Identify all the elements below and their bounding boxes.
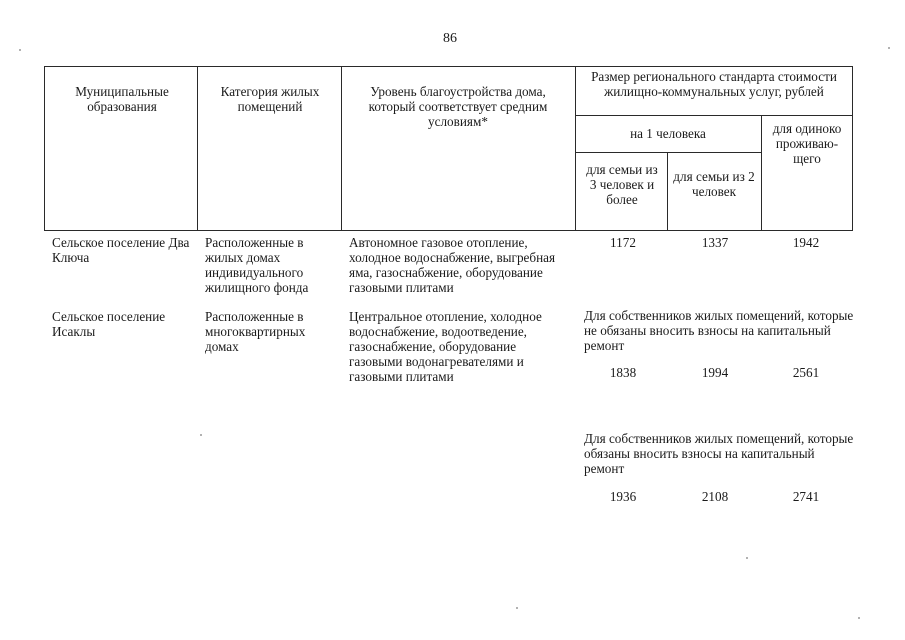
row-level: Автономное газовое отопление, холодное водоснабжение, выгребная яма, газоснабжение, оборудование газовыми плитами bbox=[349, 235, 556, 295]
value-single: 2561 bbox=[792, 365, 820, 380]
header-level: Уровень благоустройства дома, который соответствует средним условиям* bbox=[368, 84, 548, 129]
scan-speck bbox=[200, 434, 202, 436]
scan-speck bbox=[746, 557, 748, 559]
header-family-3: для семьи из 3 человек и более bbox=[586, 162, 658, 207]
header-standard-size: Размер регионального стандарта стоимости жилищно-коммунальных услуг, рублей bbox=[591, 69, 837, 99]
scan-speck bbox=[858, 617, 860, 619]
header-per-person: на 1 человека bbox=[630, 126, 706, 141]
note-capital-repair: Для собственников жилых помещений, которые обязаны вносить взносы на капитальный ремонт bbox=[584, 431, 854, 476]
row-municipality: Сельское поселение Два Ключа bbox=[52, 235, 190, 265]
value-family-3: 1172 bbox=[610, 235, 636, 250]
scan-speck bbox=[888, 47, 890, 49]
note-no-capital-repair: Для собственников жилых помещений, которые не обязаны вносить взносы на капитальный ремонт bbox=[584, 308, 854, 353]
page-number: 86 bbox=[443, 31, 457, 46]
header-single: для одиноко проживаю-щего bbox=[772, 121, 842, 166]
value-family-2: 1994 bbox=[701, 365, 729, 380]
row-level: Центральное отопление, холодное водоснабжение, водоотведение, газоснабжение, оборудование газовыми водонагревателями и газовыми плитами bbox=[349, 309, 542, 384]
header-family-2: для семьи из 2 человек bbox=[673, 169, 755, 199]
value-single: 1942 bbox=[792, 235, 820, 250]
value-family-3: 1838 bbox=[609, 365, 637, 380]
scan-speck bbox=[19, 49, 21, 51]
value-family-3: 1936 bbox=[609, 489, 637, 504]
value-single: 2741 bbox=[792, 489, 820, 504]
header-category: Категория жилых помещений bbox=[220, 84, 320, 114]
row-municipality: Сельское поселение Исаклы bbox=[52, 309, 166, 339]
row-category: Расположенные в жилых домах индивидуального жилищного фонда bbox=[205, 235, 309, 295]
value-family-2: 2108 bbox=[701, 489, 729, 504]
header-municipalities: Муниципальные образования bbox=[75, 84, 169, 114]
scan-speck bbox=[516, 607, 518, 609]
value-family-2: 1337 bbox=[701, 235, 729, 250]
row-category: Расположенные в многоквартирных домах bbox=[205, 309, 306, 354]
